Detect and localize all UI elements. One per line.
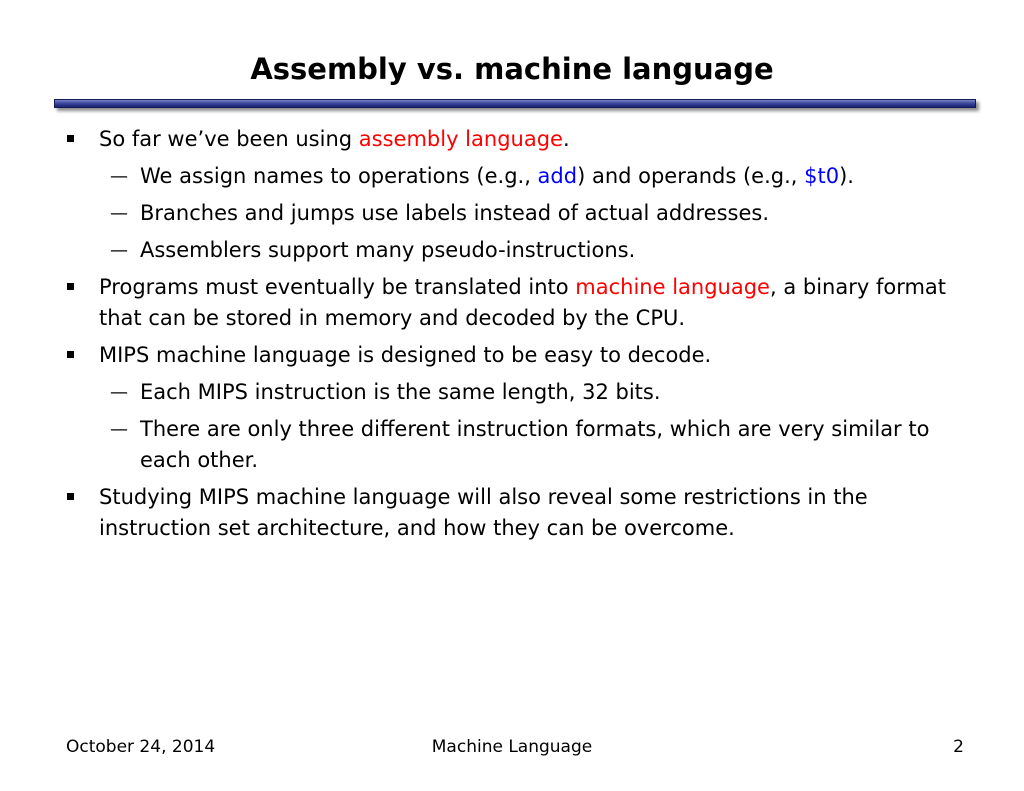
bullet-item (64, 340, 964, 371)
slide-body (64, 124, 964, 550)
dash-bullet-icon: — (110, 240, 128, 261)
sub-bullet-text: Branches and jumps use labels instead of actual addresses. (140, 201, 769, 225)
sub-bullet-text: ). (839, 164, 854, 188)
title-divider (54, 99, 976, 108)
bullet-text: Programs must eventually be translated into (99, 275, 576, 299)
square-bullet-icon (67, 351, 74, 358)
page-title: Assembly vs. machine language (250, 52, 774, 86)
sub-bullet-item (64, 414, 964, 476)
footer-date: October 24, 2014 (66, 737, 216, 757)
code-term: $t0 (804, 164, 840, 188)
sub-bullet-text: There are only three different instruction formats, which are very similar to each other. (140, 417, 930, 472)
sub-bullet-item (64, 377, 964, 408)
highlighted-term: machine language (575, 275, 770, 299)
bullet-text: MIPS machine language is designed to be easy to decode. (99, 343, 712, 367)
highlighted-term: assembly language (358, 127, 563, 151)
bullet-text: , a binary format that can be stored in memory and decoded by the CPU. (99, 275, 947, 330)
bullet-item (64, 482, 964, 544)
dash-bullet-icon: — (110, 166, 128, 187)
sub-bullet-text: Each MIPS instruction is the same length, 32 bits. (140, 380, 661, 404)
square-bullet-icon (67, 135, 74, 142)
bullet-text: . (562, 127, 570, 151)
code-term: add (537, 164, 578, 188)
bullet-text: So far we’ve been using (99, 127, 359, 151)
sub-bullet-text: We assign names to operations (e.g., (140, 164, 538, 188)
footer-topic: Machine Language (431, 737, 593, 757)
dash-bullet-icon: — (110, 419, 128, 440)
sub-bullet-item (64, 235, 964, 266)
bullet-item (64, 124, 964, 155)
square-bullet-icon (67, 283, 74, 290)
bullet-item (64, 272, 964, 334)
bullet-text: Studying MIPS machine language will also reveal some restrictions in the instruction set architecture, and how they can be overcome. (99, 485, 868, 540)
page-number: 2 (953, 737, 964, 757)
sub-bullet-text: ) and operands (e.g., (577, 164, 805, 188)
dash-bullet-icon: — (110, 203, 128, 224)
sub-bullet-item (64, 161, 964, 192)
sub-bullet-item (64, 198, 964, 229)
sub-bullet-text: Assemblers support many pseudo-instructions. (140, 238, 636, 262)
square-bullet-icon (67, 493, 74, 500)
dash-bullet-icon: — (110, 382, 128, 403)
